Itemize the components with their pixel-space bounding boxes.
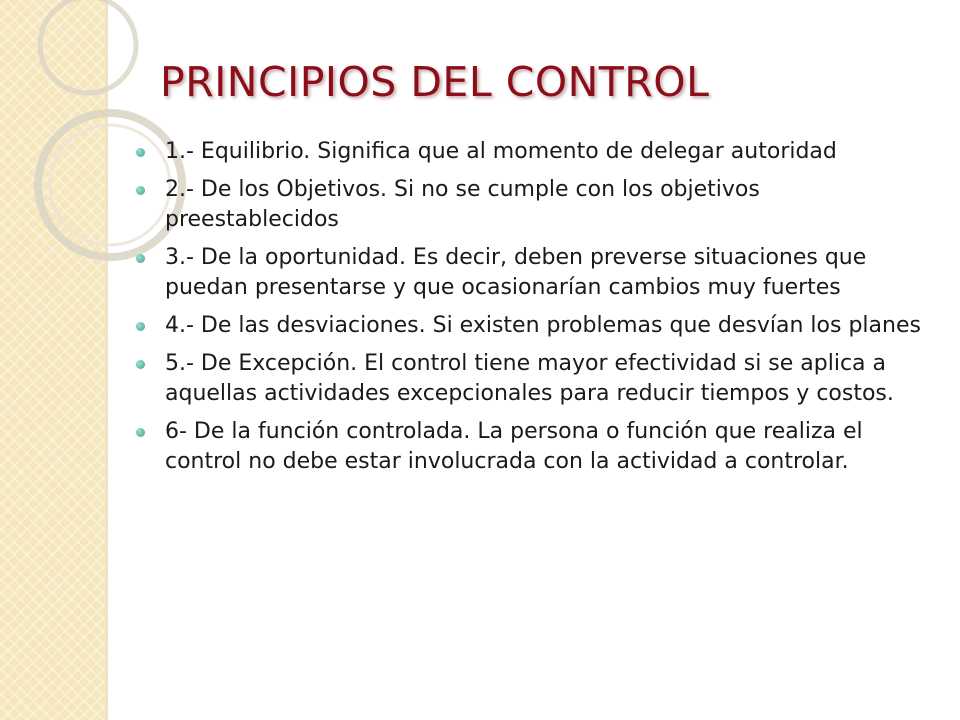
- bullet-item: [136, 417, 936, 477]
- bullet-dot-icon: [136, 148, 145, 157]
- bullet-item: [136, 243, 936, 303]
- bullet-item: [136, 311, 936, 341]
- bullet-dot-icon: [136, 322, 145, 331]
- bullet-item: [136, 175, 936, 235]
- bullet-dot-icon: [136, 360, 145, 369]
- bullet-dot-icon: [136, 186, 145, 195]
- bullet-text: 6- De la función controlada. La persona o función que realiza el control no debe estar involucrada con la actividad a controlar.: [165, 419, 863, 474]
- bullet-item: [136, 349, 936, 409]
- bullet-list: [136, 137, 936, 485]
- bullet-dot-icon: [136, 254, 145, 263]
- bullet-item: [136, 137, 936, 167]
- bullet-text: 2.- De los Objetivos. Si no se cumple con los objetivos preestablecidos: [165, 177, 760, 232]
- bullet-dot-icon: [136, 428, 145, 437]
- slide-title: PRINCIPIOS DEL CONTROL: [160, 58, 710, 106]
- bullet-text: 4.- De las desviaciones. Si existen problemas que desvían los planes: [165, 313, 921, 338]
- bullet-text: 5.- De Excepción. El control tiene mayor efectividad si se aplica a aquellas actividades excepcionales para reducir tiempos y costos.: [165, 351, 894, 406]
- bullet-text: 1.- Equilibrio. Significa que al momento de delegar autoridad: [165, 139, 837, 164]
- bullet-text: 3.- De la oportunidad. Es decir, deben preverse situaciones que puedan presentarse y que ocasionarían cambios muy fuertes: [165, 245, 867, 300]
